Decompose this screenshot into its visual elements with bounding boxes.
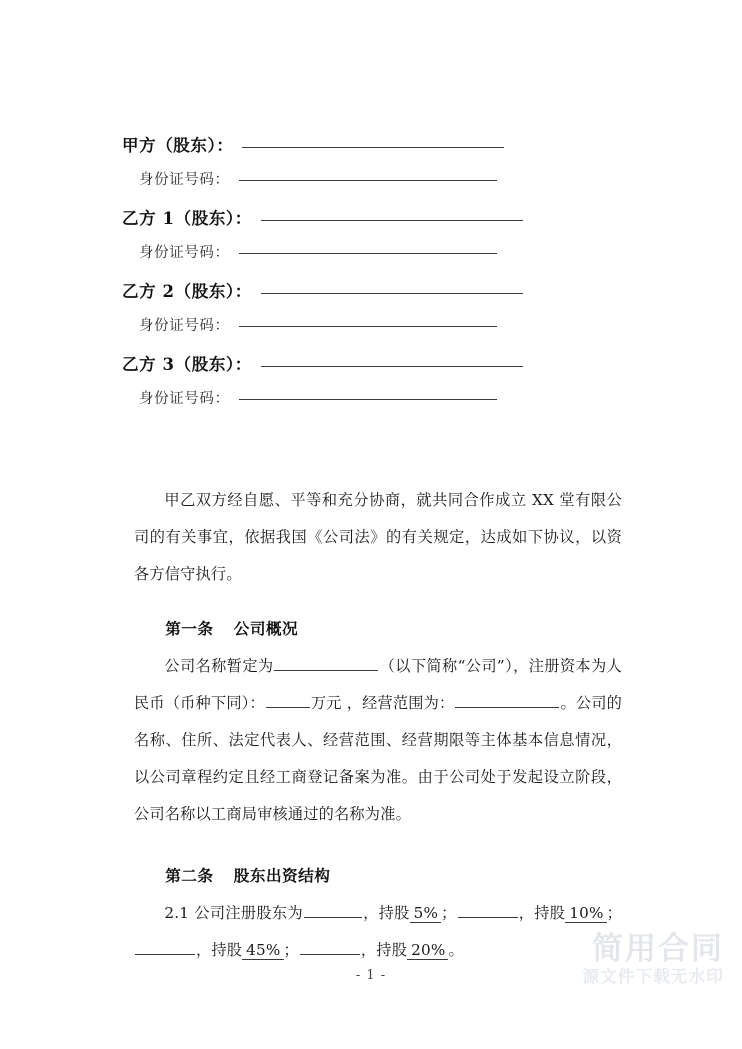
- id-label-yifang-3: 身份证号码：: [139, 391, 230, 407]
- id-blank-yifang-1[interactable]: [239, 253, 497, 254]
- party-label-yifang-1: 乙方 1（股东）：: [122, 209, 252, 228]
- holding-percent-2: 10%: [565, 904, 606, 923]
- holding-label-3: ，持股: [196, 941, 243, 959]
- shareholder-name-blank-1[interactable]: [304, 902, 362, 919]
- shareholder-name-blank-2[interactable]: [458, 902, 518, 919]
- spacer: [134, 833, 622, 857]
- party-label-jiafang: 甲方（股东）：: [122, 136, 234, 155]
- page-number-footer: - 1 -: [355, 968, 387, 983]
- id-label-jiafang: 身份证号码：: [139, 172, 230, 188]
- preamble-paragraph: 甲乙双方经自愿、平等和充分协商，就共同合作成立 XX 堂有限公司的有关事宜，依据我国《公司法》的有关规定，达成如下协议，以资各方信守执行。: [134, 491, 622, 583]
- business-scope-blank[interactable]: [455, 692, 559, 709]
- registered-capital-lead: （以下简称“公司”），注册资本为人民币（币种下同）：: [134, 657, 622, 712]
- holding-label-1: ，持股: [362, 904, 410, 922]
- holding-label-2: ，持股: [518, 904, 566, 922]
- company-name-lead: 公司名称暂定为: [164, 657, 274, 675]
- clause-number: 2.1: [164, 904, 190, 922]
- separator-1: ；: [441, 904, 457, 922]
- party-row: [122, 387, 622, 424]
- clause-2-1: [134, 895, 622, 969]
- holding-percent-4: 20%: [407, 941, 448, 960]
- separator-3: ；: [283, 941, 299, 959]
- id-blank-jiafang[interactable]: [239, 180, 497, 181]
- party-blank-yifang-3[interactable]: [261, 366, 523, 367]
- watermark-subtitle: 源文件下载无水印: [582, 967, 724, 986]
- holding-percent-3: 45%: [242, 941, 283, 960]
- party-blank-jiafang[interactable]: [242, 147, 504, 148]
- shareholder-name-blank-3[interactable]: [135, 939, 195, 956]
- clause-end: 。: [448, 941, 464, 959]
- spacer: [134, 593, 622, 610]
- article-two-title: 股东出资结构: [233, 866, 331, 885]
- party-row: [122, 278, 622, 314]
- company-name-blank[interactable]: [274, 655, 378, 672]
- article-one-number: 第一条: [165, 619, 214, 638]
- party-row: [122, 351, 622, 387]
- article-one-tail: 公司的名称、住所、法定代表人、经营范围、经营期限等主体基本信息情况，以公司章程约定且经工商登记备案为准。由于公司处于发起设立阶段，公司名称以工商局审核通过的名称为准。: [134, 694, 622, 823]
- id-label-yifang-2: 身份证号码：: [139, 318, 230, 334]
- article-two-heading: [134, 857, 622, 895]
- party-fields-block: [122, 132, 622, 424]
- id-blank-yifang-3[interactable]: [239, 399, 497, 400]
- article-one-body: [134, 648, 622, 833]
- shareholder-name-blank-4[interactable]: [300, 939, 360, 956]
- business-scope-lead: 万元 ，经营范围为：: [310, 694, 455, 712]
- article-one-title: 公司概况: [233, 619, 299, 638]
- id-blank-yifang-2[interactable]: [239, 326, 497, 327]
- article-two-number: 第二条: [165, 866, 214, 885]
- party-row: [122, 168, 622, 205]
- holding-label-4: ，持股: [360, 941, 408, 959]
- party-row: [122, 241, 622, 278]
- watermark-brand: 简用合同: [592, 931, 724, 967]
- holding-percent-1: 5%: [410, 904, 442, 923]
- party-blank-yifang-1[interactable]: [261, 220, 523, 221]
- party-row: [122, 205, 622, 241]
- party-label-yifang-2: 乙方 2（股东）：: [122, 282, 252, 301]
- article-one-period: 。: [560, 694, 576, 712]
- clause-lead: 公司注册股东为: [194, 904, 303, 922]
- separator-2: ；: [606, 904, 623, 922]
- id-label-yifang-1: 身份证号码：: [139, 245, 230, 261]
- document-body: [134, 482, 622, 969]
- party-blank-yifang-2[interactable]: [261, 293, 523, 294]
- party-row: [122, 314, 622, 351]
- party-row: [122, 132, 622, 168]
- article-one-heading: [134, 610, 622, 648]
- party-label-yifang-3: 乙方 3（股东）：: [122, 355, 252, 374]
- registered-capital-blank[interactable]: [266, 692, 310, 709]
